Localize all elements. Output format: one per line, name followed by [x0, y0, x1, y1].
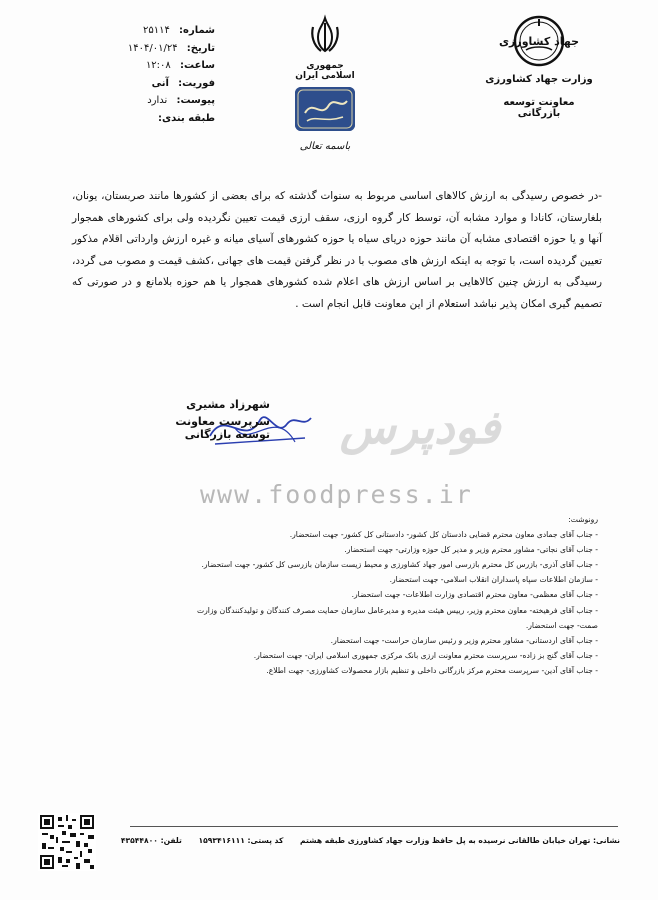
logo-text: جهاد کشاورزی [498, 35, 580, 48]
cc-item: - جناب آقای گنج بز زاده- سرپرست محترم معاونت ارزی بانک مرکزی جمهوری اسلامی ایران- جهت استحضار. [253, 650, 598, 660]
ministry-header [484, 14, 594, 119]
letter-footer [120, 836, 620, 845]
footer-address: نشانی: تهران خیابان طالقانی نرسیده به پل حافظ وزارت جهاد کشاورزی طبقه هشتم [300, 836, 620, 845]
letter-meta [95, 22, 215, 127]
cc-item: - جناب آقای نجاتی- مشاور محترم وزیر و مدیر کل حوزه وزارتی- جهت استحضار. [344, 545, 598, 555]
state-emblem-block [290, 15, 360, 152]
signature-block [150, 398, 270, 441]
signatory-name: شهرزاد مشیری [186, 398, 270, 411]
cc-item: - جناب آقای اردستانی- مشاور محترم وزیر و رئیس سازمان حراست- جهت استحضار. [330, 635, 598, 645]
cc-item: - جناب آقای معظمی- معاون محترم اقتصادی وزارت اطلاعات- جهت استحضار. [351, 590, 598, 600]
watermark-url: www.foodpress.ir [200, 480, 473, 509]
motto-text: باسمه تعالی [299, 141, 351, 152]
republic-title: جمهوری اسلامی ایران [295, 61, 355, 81]
footer-divider [130, 826, 618, 827]
footer-postal-code: کد پستی: ۱۵۹۳۴۱۶۱۱۱ [198, 836, 284, 845]
cc-item: - سازمان اطلاعات سپاه پاسداران انقلاب اسلامی- جهت استحضار. [389, 575, 598, 585]
meta-urgency: فوریت: آنی [151, 77, 215, 89]
cc-item: - جناب آقای جمادی معاون محترم قضایی دادستان کل کشور- دادستانی کل کشور- جهت استحضار. [289, 530, 598, 540]
jahad-keshavarzi-logo-icon [498, 14, 580, 68]
meta-number: شماره: ۲۵۱۱۴ [143, 25, 215, 36]
cc-item: - جناب آقای آذری- بازرس کل محترم بازرسی امور جهاد کشاورزی و محیط زیست سازمان بازرسی کل کشور- جهت استحضار. [201, 560, 598, 570]
footer-phone: تلفن: ۴۳۵۴۴۸۰۰ [120, 836, 182, 845]
meta-date: تاریخ: ۱۴۰۴/۰۱/۲۴ [127, 42, 215, 54]
deputy-name: معاونت توسعه بازرگانی [503, 97, 575, 119]
signatory-title: سرپرست معاونت توسعه بازرگانی [175, 415, 270, 441]
cc-item: - جناب آقای آدین- سرپرست محترم مرکز بازرگانی داخلی و تنظیم بازار محصولات کشاورزی- جهت اطلاع. [266, 665, 598, 675]
cc-list [180, 512, 598, 678]
meta-classification: طبقه بندی: [157, 112, 215, 124]
meta-time: ساعت: ۱۲:۰۸ [145, 60, 215, 71]
letter-body: -در خصوص رسیدگی به ارزش کالاهای اساسی مربوط به سنوات گذشته که برای بعضی از کشورها مانند صربستان، یونان، بلغارستان، کانادا و موارد مشابه آن، توسط کار گروه ارزی، سقف ارزی قیمت تعیین نگردیده ولی برای کشورهای همجوار آنها و یا حوزه اقتصادی مشابه آن مانند حوزه دریای سیاه یا حوزه کشورهای آسیای میانه و غیره ارزش وارداتی اقلام مذکور تعیین گردیده است، با توجه به اینکه ارزش های مصوب با در نظر گرفتن قیمت های جهانی ،کشف قیمت و مصوب می گردد، رسیدگی به ارزش چنین کالاهایی بر اساس ارزش های اعلام شده کشورهای همجوار یا هم حوزه بلامانع و در صورتی که تصمیم گیری امکان پذیر نباشد استعلام از این معاونت قابل انجام است . [72, 190, 602, 310]
cc-title: رونوشت: [568, 515, 598, 524]
qr-code-icon [38, 813, 96, 871]
watermark-brand: فودپرس [339, 400, 501, 454]
iran-emblem-icon [307, 15, 343, 55]
ministry-seal-icon [295, 87, 355, 131]
ministry-name: وزارت جهاد کشاورزی [485, 74, 593, 85]
meta-attachment: پیوست: ندارد [147, 95, 215, 106]
cc-item: - جناب آقای فرهیخته- معاون محترم وزیر، رییس هیئت مدیره و مدیرعامل سازمان حمایت مصرف کنندگان و تولیدکنندگان وزارت صمت- جهت استحضار. [196, 605, 598, 630]
